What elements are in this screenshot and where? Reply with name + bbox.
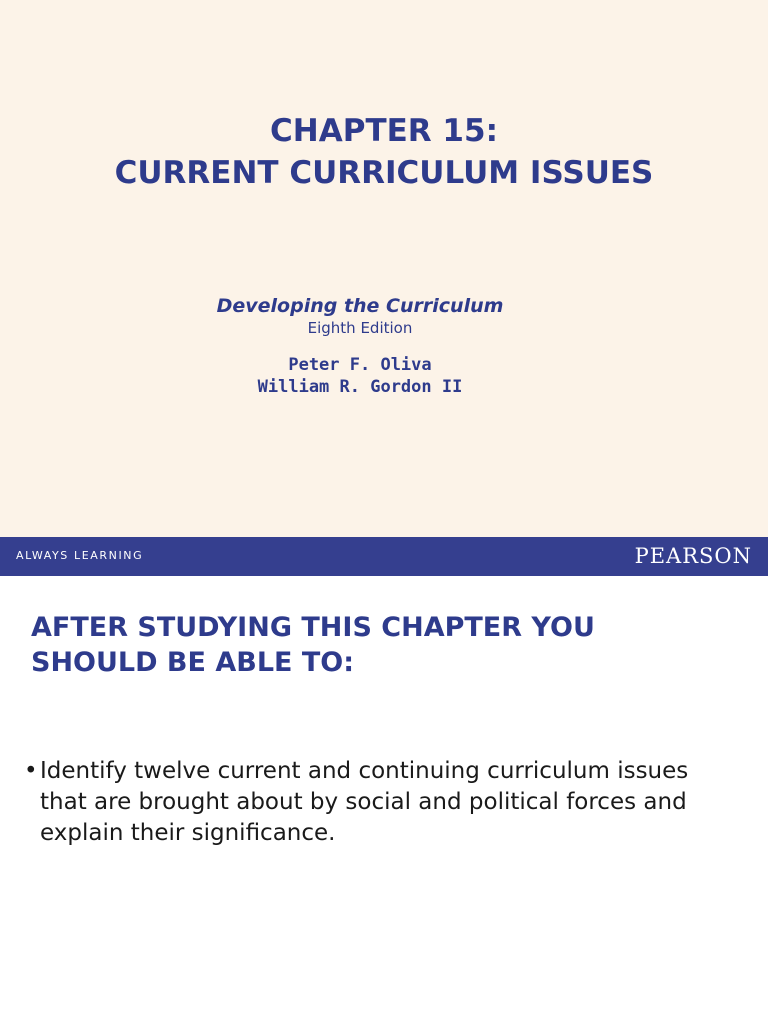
chapter-name: CURRENT CURRICULUM ISSUES xyxy=(114,155,654,191)
objectives-heading-line: AFTER STUDYING THIS CHAPTER YOU xyxy=(31,612,595,643)
book-edition: Eighth Edition xyxy=(307,319,413,337)
authors xyxy=(160,354,560,398)
pearson-logo: PEARSON xyxy=(634,544,752,568)
book-info xyxy=(160,293,560,337)
objectives-heading xyxy=(31,610,751,680)
list-item xyxy=(24,756,734,849)
chapter-title xyxy=(0,110,768,194)
bullet-icon: • xyxy=(24,758,38,784)
objective-text: Identify twelve current and continuing curriculum issues that are brought about by social and political forces and explain their significance. xyxy=(40,758,689,846)
author-name: William R. Gordon II xyxy=(257,377,463,397)
footer-tagline: ALWAYS LEARNING xyxy=(16,549,144,562)
footer-bar xyxy=(0,537,768,576)
book-title: Developing the Curriculum xyxy=(216,295,504,317)
objectives-heading-line: SHOULD BE ABLE TO: xyxy=(31,647,355,678)
author-name: Peter F. Oliva xyxy=(288,355,432,375)
objectives-list xyxy=(24,756,734,849)
chapter-number: CHAPTER 15: xyxy=(270,113,498,149)
objectives-slide xyxy=(0,576,768,1024)
